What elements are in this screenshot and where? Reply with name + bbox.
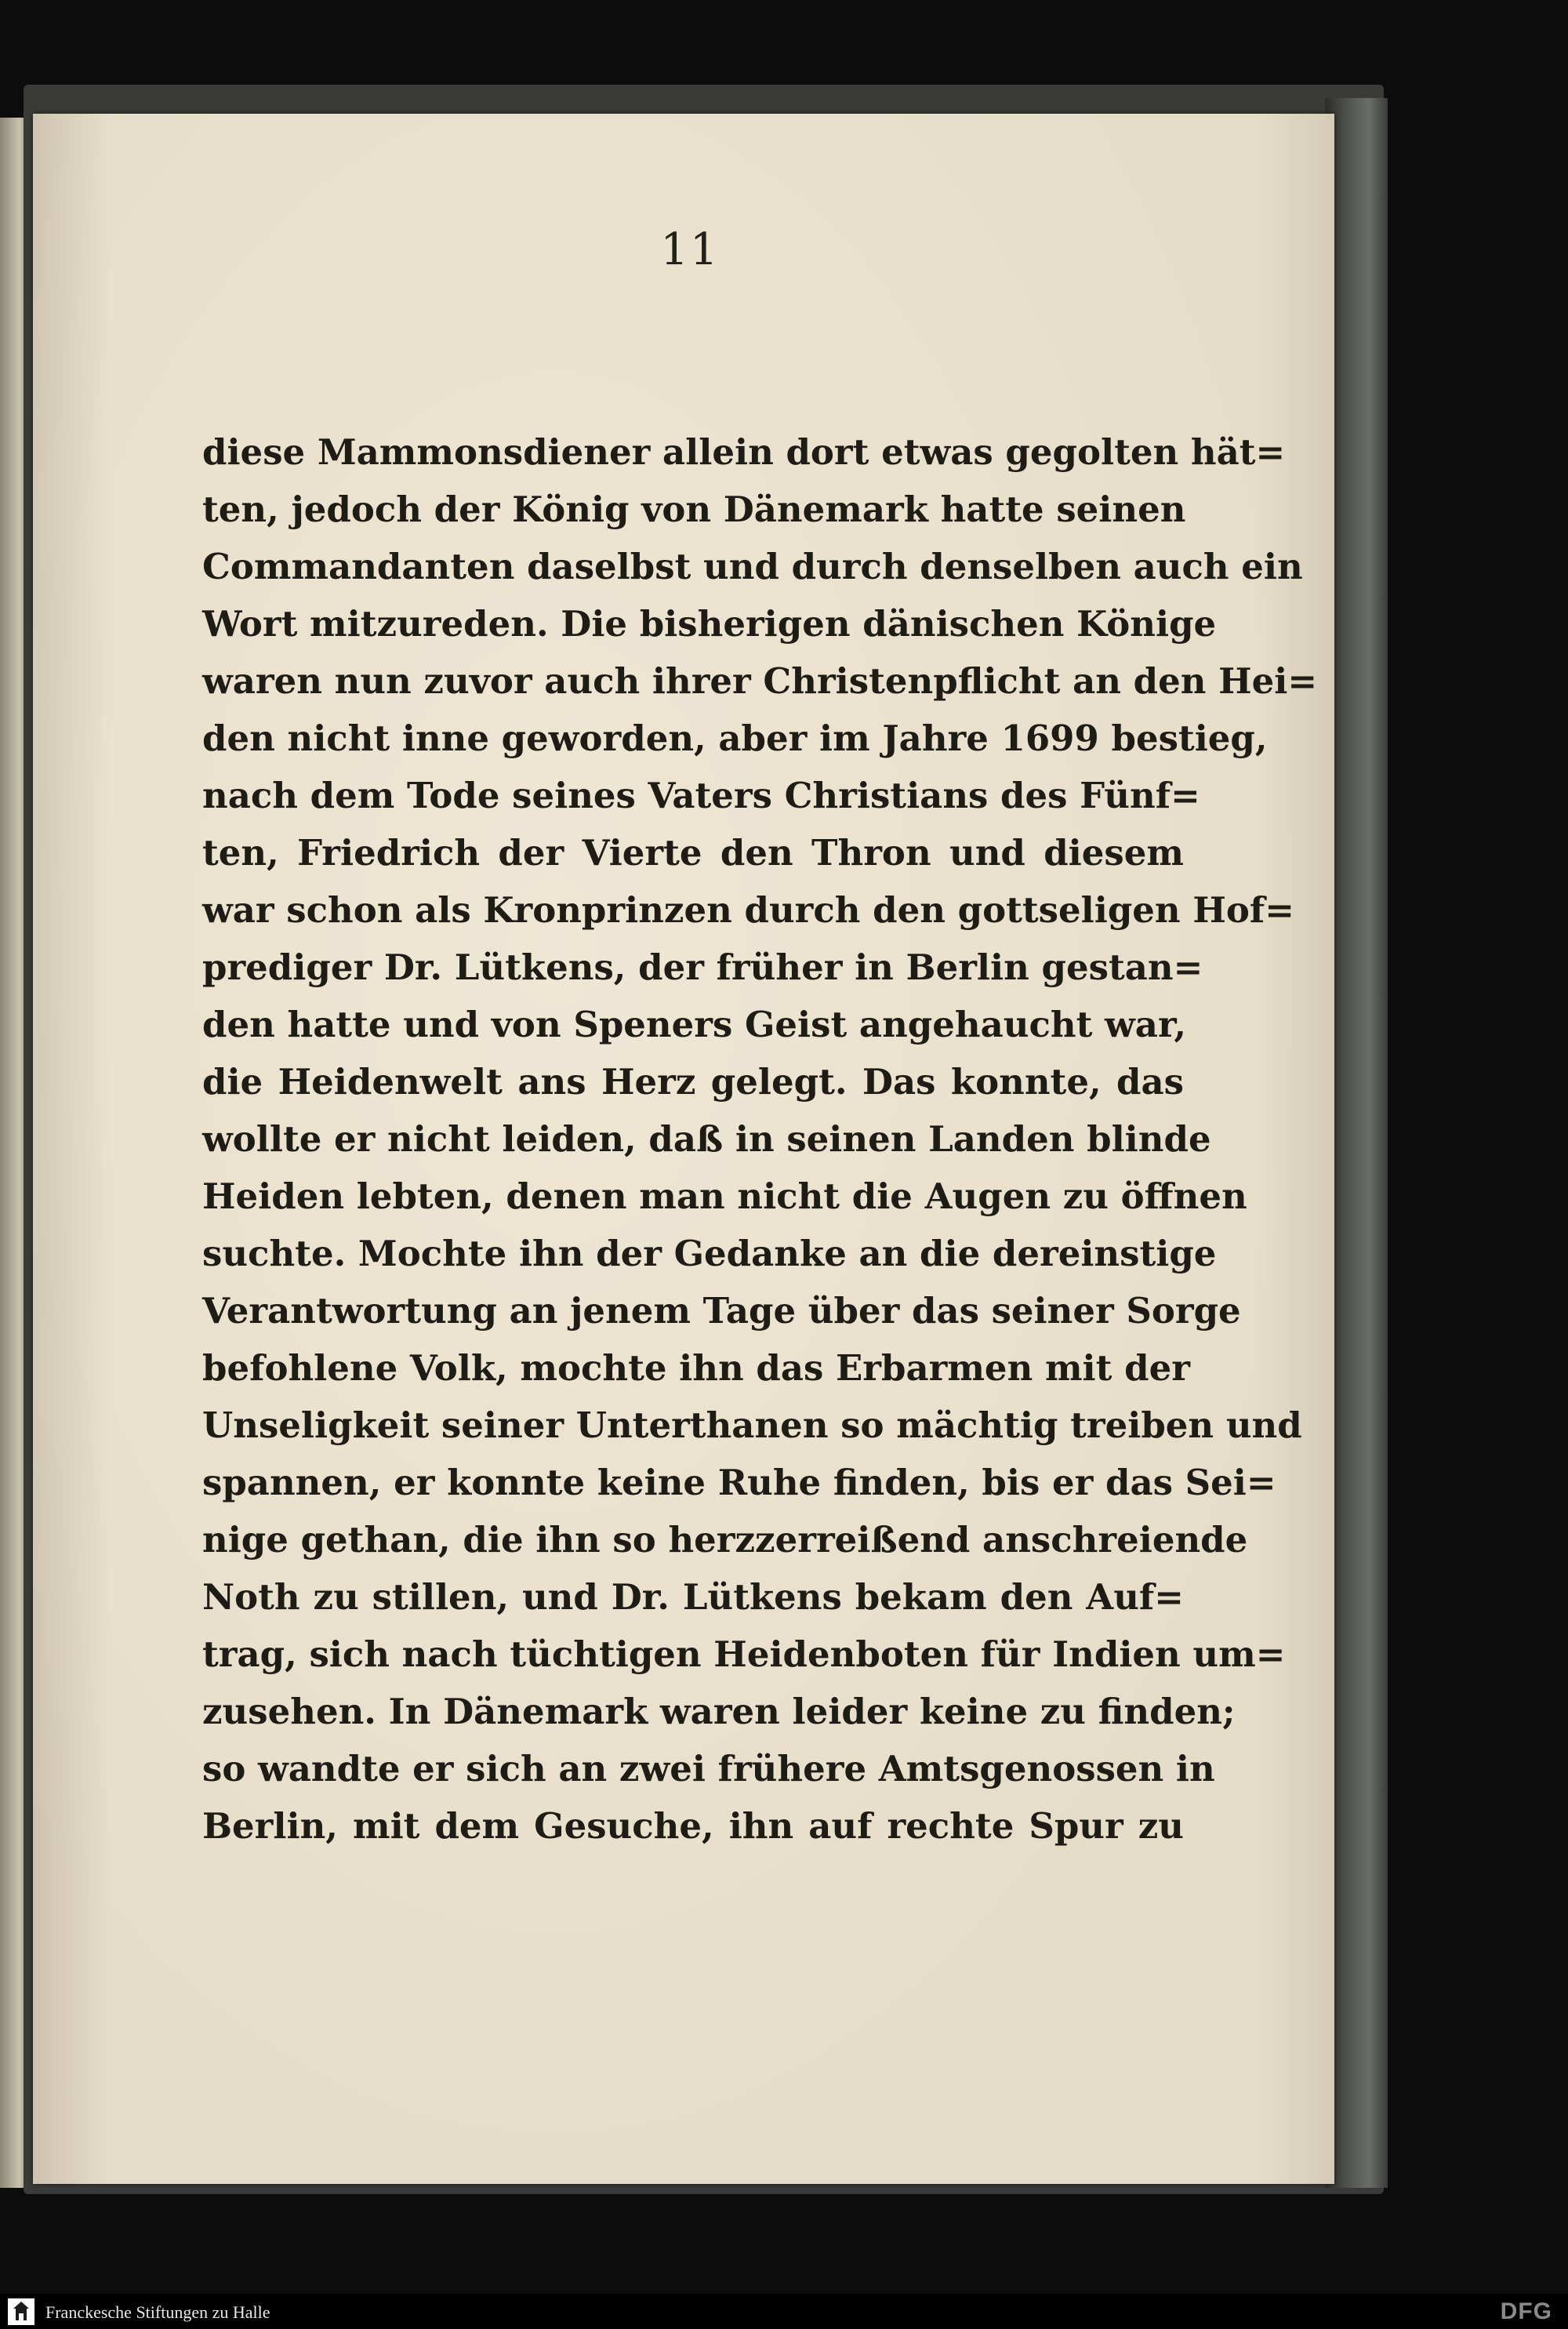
text-line: die Heidenwelt ans Herz gelegt. Das konnte, das: [202, 1061, 1184, 1103]
page-text: [202, 423, 1318, 1855]
text-line: Wort mitzureden. Die bisherigen dänischen Könige: [202, 603, 1217, 645]
franckesche-stiftungen-logo-icon: [8, 2298, 34, 2325]
text-line: waren nun zuvor auch ihrer Christenpflicht an den Hei=: [202, 660, 1318, 702]
text-line: Unseligkeit seiner Unterthanen so mächtig treiben und: [202, 1404, 1302, 1446]
text-line: Heiden lebten, denen man nicht die Augen zu öffnen: [202, 1175, 1247, 1217]
text-line: Berlin, mit dem Gesuche, ihn auf rechte Spur zu: [202, 1805, 1184, 1847]
text-line: ten, jedoch der König von Dänemark hatte seinen: [202, 489, 1186, 530]
text-line: den hatte und von Speners Geist angehaucht war,: [202, 1004, 1187, 1045]
dfg-logo: DFG: [1500, 2298, 1552, 2324]
text-line: befohlene Volk, mochte ihn das Erbarmen mit der: [202, 1347, 1190, 1389]
text-line: war schon als Kronprinzen durch den gottseligen Hof=: [202, 889, 1294, 931]
text-line: den nicht inne geworden, aber im Jahre 1699 bestieg,: [202, 718, 1268, 759]
text-line: Noth zu stillen, und Dr. Lütkens bekam den Auf=: [202, 1576, 1184, 1618]
text-line: Verantwortung an jenem Tage über das seiner Sorge: [202, 1290, 1241, 1332]
cover-edge: [1325, 98, 1388, 2188]
text-line: wollte er nicht leiden, daß in seinen Landen blinde: [202, 1118, 1211, 1160]
text-line: diese Mammonsdiener allein dort etwas gegolten hät=: [202, 431, 1286, 473]
text-line: Commandanten daselbst und durch denselben auch ein: [202, 546, 1303, 587]
page-number: 11: [660, 224, 720, 275]
text-line: so wandte er sich an zwei frühere Amtsgenossen in: [202, 1748, 1215, 1789]
text-line: spannen, er konnte keine Ruhe finden, bis er das Sei=: [202, 1462, 1276, 1503]
institution-credit: Franckesche Stiftungen zu Halle: [45, 2302, 270, 2322]
text-line: zusehen. In Dänemark waren leider keine zu finden;: [202, 1691, 1236, 1732]
text-line: suchte. Mochte ihn der Gedanke an die dereinstige: [202, 1233, 1217, 1274]
text-line: ten, Friedrich der Vierte den Thron und diesem: [202, 832, 1184, 874]
text-line: trag, sich nach tüchtigen Heidenboten für Indien um=: [202, 1633, 1286, 1675]
text-line: nige gethan, die ihn so herzzerreißend anschreiende: [202, 1519, 1248, 1561]
text-line: prediger Dr. Lütkens, der früher in Berlin gestan=: [202, 946, 1203, 988]
text-line: nach dem Tode seines Vaters Christians des Fünf=: [202, 775, 1200, 816]
